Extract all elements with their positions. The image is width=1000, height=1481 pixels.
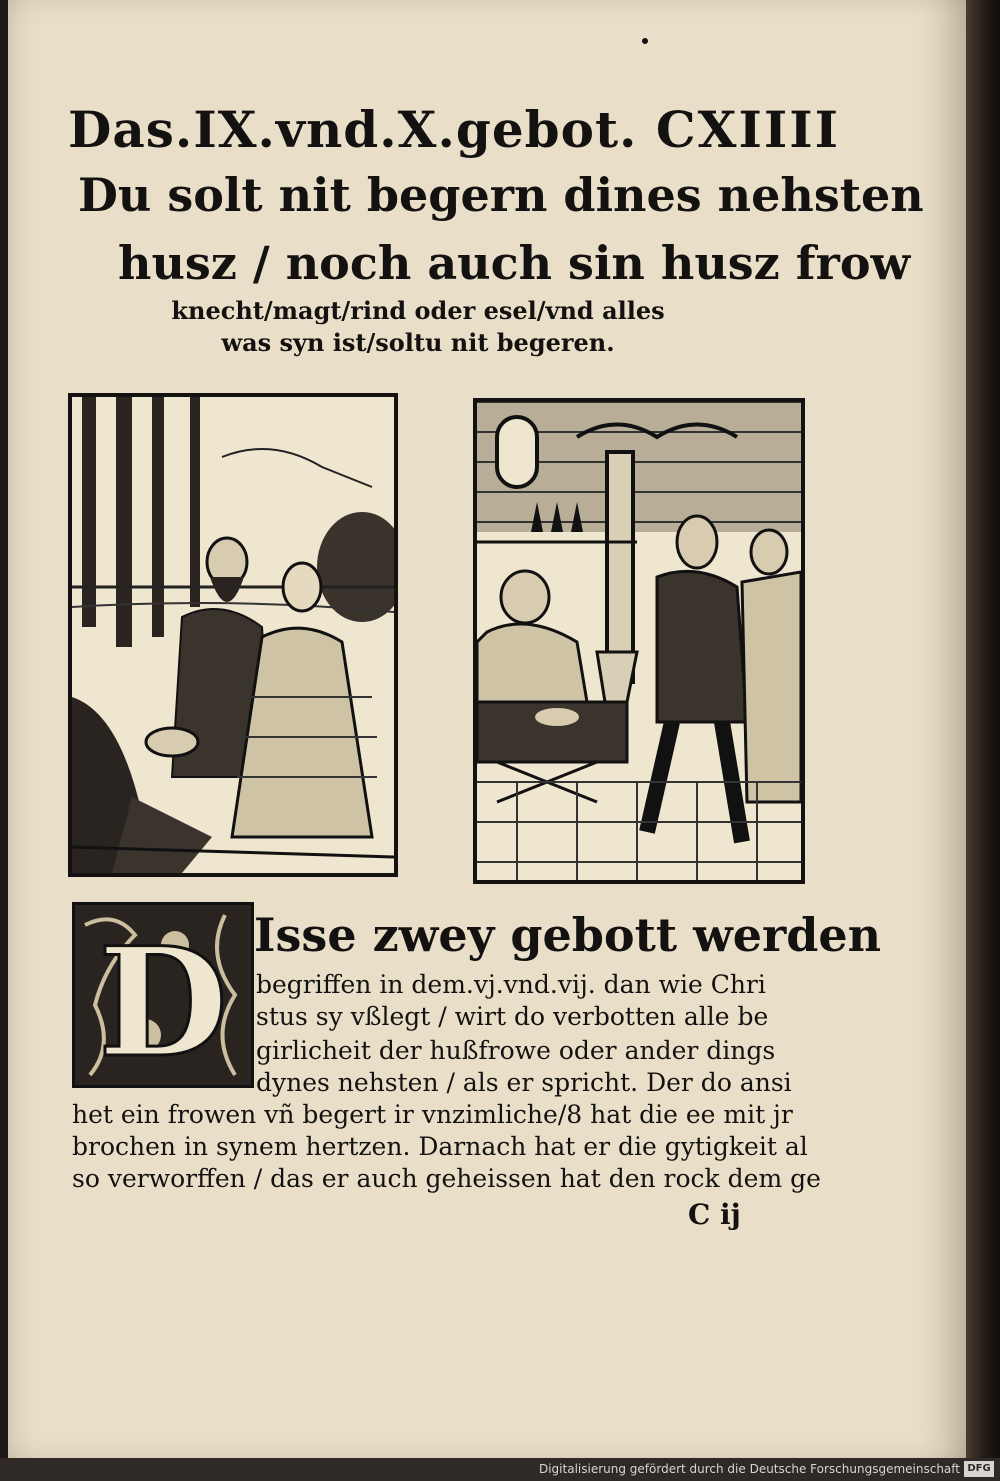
page-header [68, 100, 841, 159]
body-line: dynes nehsten / als er spricht. Der do ansi [256, 1068, 792, 1097]
body-line: so verworffen / das er auch geheissen hat den rock dem ge [72, 1164, 821, 1193]
book-page [8, 0, 966, 1458]
page-mark [642, 38, 648, 44]
commandment-line: knecht/magt/rind oder esel/vnd alles [171, 296, 665, 325]
body-line: het ein frowen vñ begert ir vnzimliche/8 hat die ee mit jr [72, 1100, 793, 1129]
decorated-initial [72, 902, 254, 1088]
book-spine [966, 0, 1000, 1458]
footer-credit: Digitalisierung gefördert durch die Deutsche Forschungsgemeinschaft [538, 1462, 960, 1476]
folio-number: CXIIII [655, 100, 841, 159]
woodcut-tavern [473, 398, 805, 884]
body-line: brochen in synem hertzen. Darnach hat er die gytigkeit al [72, 1132, 808, 1161]
dfg-logo: DFG [964, 1461, 994, 1477]
commandment-line: husz / noch auch sin husz frow [118, 236, 911, 290]
footer-bar [0, 1458, 1000, 1481]
commandment-line: Du solt nit begern dines nehsten [78, 168, 924, 222]
body-line: begriffen in dem.vj.vnd.vij. dan wie Chri [256, 970, 766, 999]
initial-letter: D [97, 915, 229, 1085]
woodcut-couple [68, 393, 398, 877]
header-title: Das.IX.vnd.X.gebot. [68, 100, 638, 159]
body-first-line: Isse zwey gebott werden [254, 908, 882, 962]
body-line: girlicheit der hußfrowe oder ander dings [256, 1036, 776, 1065]
commandment-line: was syn ist/soltu nit begeren. [221, 328, 615, 357]
signature-mark: C ij [688, 1198, 741, 1231]
body-line: stus sy vßlegt / wirt do verbotten alle be [256, 1002, 769, 1031]
